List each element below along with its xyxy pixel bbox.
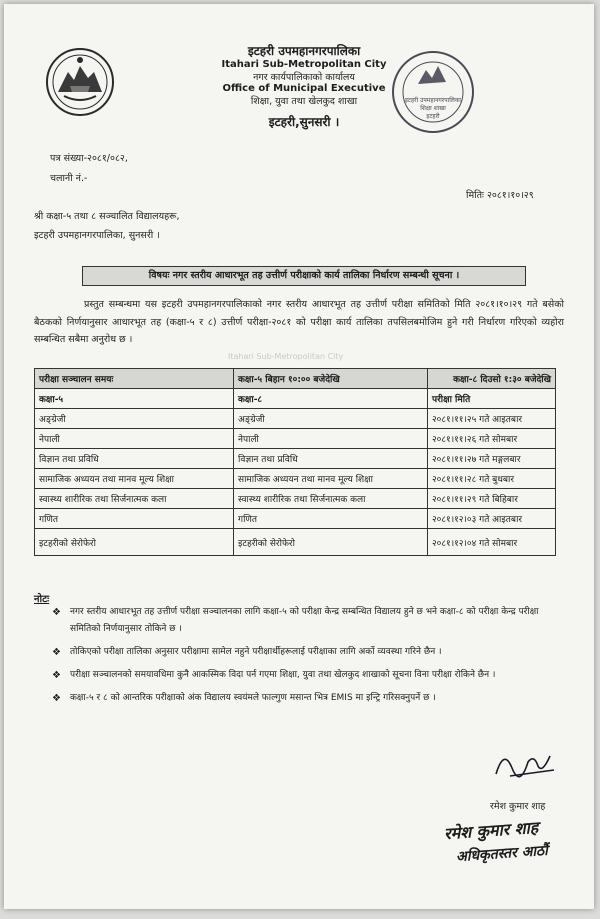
note-text: परीक्षा सञ्चालनको समयावधिमा कुनै आकस्मिक विदा पर्न गएमा शिक्षा, युवा तथा खेलकुद शाखाको सूचना विना परीक्षा रोकिने छैन । xyxy=(70,670,496,680)
list-item xyxy=(52,604,562,638)
bullet-icon: ❖ xyxy=(52,670,61,681)
exam-date: २०८१।१२।०४ गते सोमबार xyxy=(428,529,556,556)
letter-page xyxy=(4,4,594,909)
letterhead xyxy=(214,42,394,130)
designation-stamp: अधिकृतस्तर आठौं xyxy=(455,842,549,866)
bullet-icon: ❖ xyxy=(52,693,61,704)
watermark-text: Itahari Sub-Metropolitan City xyxy=(228,352,344,361)
grade5-subject: अङ्ग्रेजी xyxy=(35,409,234,429)
exam-time-grade5: कक्षा-५ बिहान १०:०० बजेदेखि xyxy=(234,369,428,389)
exam-date: २०८१।११।२५ गते आइतबार xyxy=(428,409,556,429)
office-address: इटहरी,सुनसरी । xyxy=(268,115,340,129)
svg-text:इटहरी: इटहरी xyxy=(426,113,440,120)
bullet-icon: ❖ xyxy=(52,607,61,618)
body-text: प्रस्तुत सम्बन्धमा यस इटहरी उपमहानगरपालिकाको नगर स्तरीय आधारभूत तह उत्तीर्ण परीक्षा समितिको मिति २०८१।१०।२९ गते बसेको बैठकको निर्णयानुसार आधारभूत तह (कक्षा-५ र ८) उत्तीर्ण परीक्षा-२०८१ को परीक्षा कार्य तालिका तपसिलबमोजिम हुने गरी निर्धारण गरिएको व्यहोरा सम्बन्धित सबैमा अनुरोध छ । xyxy=(34,299,564,345)
body-paragraph xyxy=(34,296,564,349)
grade5-subject: गणित xyxy=(35,509,234,529)
signature-icon xyxy=(490,744,560,784)
note-title: नोटः xyxy=(34,594,50,605)
exam-date: २०८१।११।२८ गते बुधबार xyxy=(428,469,556,489)
list-item xyxy=(52,644,562,661)
note-text: तोकिएको परीक्षा तालिका अनुसार परीक्षामा सामेल नहुने परीक्षार्थीहरूलाई परीक्षाका लागि अर्को व्यवस्था गरिने छैन । xyxy=(70,647,442,657)
grade8-subject: विज्ञान तथा प्रविधि xyxy=(234,449,428,469)
note-text: कक्षा-५ र ८ को आन्तरिक परीक्षाको अंक विद्यालय स्वयंमले फाल्गुण मसान्त भित्र EMIS मा इन्ट्रि गरिसक्नुपर्ने छ । xyxy=(70,693,436,703)
executive-office-en: Office of Municipal Executive xyxy=(222,83,386,94)
column-header: कक्षा-५ xyxy=(35,389,234,409)
executive-office-np: नगर कार्यपालिकाको कार्यालय xyxy=(253,72,355,83)
exam-schedule-table xyxy=(34,368,556,556)
grade8-subject: सामाजिक अध्ययन तथा मानव मूल्य शिक्षा xyxy=(234,469,428,489)
list-item xyxy=(52,690,562,707)
grade5-subject: नेपाली xyxy=(35,429,234,449)
dispatch-number: चलानी नं.- xyxy=(50,173,88,184)
name-stamp: रमेश कुमार शाह xyxy=(443,817,539,844)
recipient-line-2: इटहरी उपमहानगरपालिका, सुनसरी । xyxy=(34,230,160,241)
office-name-en: Itahari Sub-Metropolitan City xyxy=(221,59,387,70)
table-row xyxy=(35,509,556,529)
recipient-line-1: श्री कक्षा-५ तथा ८ सञ्चालित विद्यालयहरू, xyxy=(34,211,180,222)
official-seal-icon xyxy=(388,44,478,140)
svg-text:शिक्षा शाखा: शिक्षा शाखा xyxy=(420,105,446,112)
grade8-subject: नेपाली xyxy=(234,429,428,449)
subject-line: विषयः नगर स्तरीय आधारभूत तह उत्तीर्ण परीक्षाको कार्य तालिका निर्धारण सम्बन्धी सूचना । xyxy=(82,266,526,286)
svg-text:इटहरी उपमहानगरपालिका: इटहरी उपमहानगरपालिका xyxy=(404,97,462,104)
grade5-subject: सामाजिक अध्ययन तथा मानव मूल्य शिक्षा xyxy=(35,469,234,489)
exam-time-row xyxy=(35,369,556,389)
signatory-name: रमेश कुमार शाह xyxy=(490,801,546,812)
exam-date: २०८१।१२।०३ गते आइतबार xyxy=(428,509,556,529)
column-header: कक्षा-८ xyxy=(234,389,428,409)
table-row xyxy=(35,469,556,489)
grade5-subject: विज्ञान तथा प्रविधि xyxy=(35,449,234,469)
letter-date: मितिः २०८१।१०।२९ xyxy=(466,190,534,201)
nepal-emblem-icon xyxy=(44,46,116,118)
grade8-subject: अङ्ग्रेजी xyxy=(234,409,428,429)
table-row xyxy=(35,489,556,509)
table-row xyxy=(35,429,556,449)
grade8-subject: इटहरीको सेरोफेरो xyxy=(234,529,428,556)
table-row xyxy=(35,409,556,429)
note-text: नगर स्तरीय आधारभूत तह उत्तीर्ण परीक्षा सञ्चालनका लागि कक्षा-५ को परीक्षा केन्द्र सम्बन्धित विद्यालय हुने छ भने कक्षा-८ को परीक्षा केन्द्र परीक्षा समितिको निर्णयानुसार तोकिने छ । xyxy=(70,607,539,634)
office-name-np: इटहरी उपमहानगरपालिका xyxy=(247,44,361,58)
exam-date: २०८१।११।२६ गते सोमबार xyxy=(428,429,556,449)
table-header-row xyxy=(35,389,556,409)
notes-list xyxy=(52,604,562,713)
table-row xyxy=(35,449,556,469)
exam-date: २०८१।११।२७ गते मङ्गलबार xyxy=(428,449,556,469)
exam-time-grade8: कक्षा-८ दिउसो १:३० बजेदेखि xyxy=(428,369,556,389)
table-row xyxy=(35,529,556,556)
letter-number: पत्र संख्या-२०८१/०८२, xyxy=(50,153,128,164)
grade8-subject: स्वास्थ्य शारीरिक तथा सिर्जनात्मक कला xyxy=(234,489,428,509)
grade8-subject: गणित xyxy=(234,509,428,529)
grade5-subject: स्वास्थ्य शारीरिक तथा सिर्जनात्मक कला xyxy=(35,489,234,509)
exam-date: २०८१।११।२९ गते बिहिबार xyxy=(428,489,556,509)
grade5-subject: इटहरीको सेरोफेरो xyxy=(35,529,234,556)
column-header: परीक्षा मिति xyxy=(428,389,556,409)
list-item xyxy=(52,667,562,684)
bullet-icon: ❖ xyxy=(52,647,61,658)
exam-time-label: परीक्षा सञ्चालन समयः xyxy=(35,369,234,389)
branch-name: शिक्षा, युवा तथा खेलकुद शाखा xyxy=(250,96,358,107)
